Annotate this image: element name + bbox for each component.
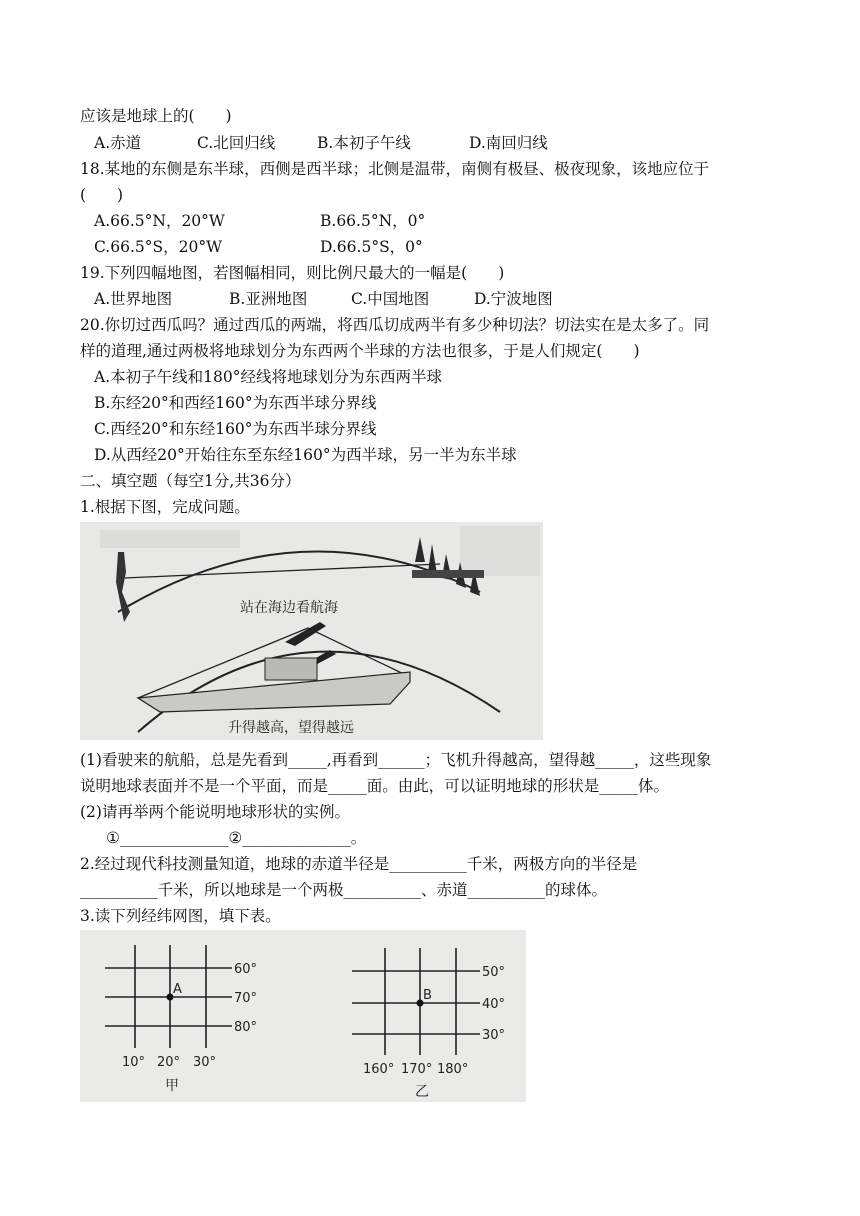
q20-option-d: D.从西经20°开始往东至东经160°为西半球，另一半为东半球	[94, 446, 517, 464]
fill-q1-part2: (2)请再举两个能说明地球形状的实例。	[80, 803, 350, 821]
yi-lat-30: 30°	[482, 1028, 506, 1043]
fill-q3-stem: 3.读下列经纬网图，填下表。	[80, 907, 281, 925]
q18-option-d: D.66.5°S，0°	[320, 238, 423, 256]
fill-q1-stem: 1.根据下图，完成问题。	[80, 498, 250, 516]
figure1-top-label: 站在海边看航海	[240, 600, 338, 616]
jia-lon-10: 10°	[122, 1055, 146, 1070]
q19-option-a: A.世界地图	[94, 290, 173, 308]
q18-paren: ( )	[80, 186, 124, 204]
fill-q1-part1-line2: 说明地球表面并不是一个平面，而是_____面。由此，可以证明地球的形状是_____体。	[80, 777, 670, 795]
q18-option-c: C.66.5°S，20°W	[94, 238, 223, 256]
q19-option-c: C.中国地图	[351, 290, 430, 308]
section-2-heading: 二、填空题（每空1分,共36分）	[80, 472, 301, 490]
q19-option-b: B.亚洲地图	[229, 290, 308, 308]
yi-caption: 乙	[415, 1084, 429, 1100]
q17-option-d: D.南回归线	[469, 134, 548, 152]
q18-options-ab	[94, 211, 425, 231]
q17-option-c: C.北回归线	[197, 134, 276, 152]
q20-stem-1: 20.你切过西瓜吗？通过西瓜的两端，将西瓜切成两半有多少种切法？切法实在是太多了。同	[80, 316, 710, 334]
figure1-bottom-label: 升得越高，望得越远	[228, 720, 354, 736]
yi-lat-40: 40°	[482, 997, 506, 1012]
yi-lon-170: 170°	[401, 1062, 433, 1077]
q20-option-b: B.东经20°和西经160°为东西半球分界线	[94, 394, 377, 412]
q18-options-cd	[94, 237, 423, 257]
q20-stem-2: 样的道理,通过两极将地球划分为东西两个半球的方法也很多，于是人们规定( )	[80, 342, 640, 360]
jia-lon-30: 30°	[193, 1055, 217, 1070]
q17-tail: 应该是地球上的( )	[80, 107, 232, 125]
yi-lon-180: 180°	[437, 1062, 469, 1077]
yi-lon-160: 160°	[363, 1062, 395, 1077]
q20-option-c: C.西经20°和东经160°为东西半球分界线	[94, 420, 377, 438]
fill-q1-part2-blanks: ①______________②______________。	[106, 829, 367, 847]
point-b-label: B	[423, 988, 432, 1003]
fill-q1-part1-line1: (1)看驶来的航船，总是先看到_____,再看到______；飞机升得越高，望得越_____，这些现象	[80, 751, 712, 769]
fill-q2-line2: __________千米，所以地球是一个两极__________、赤道__________的球体。	[80, 881, 608, 899]
earth-curvature-figure	[80, 522, 543, 740]
jia-lat-70: 70°	[234, 991, 258, 1006]
q19-option-d: D.宁波地图	[474, 290, 553, 308]
yi-lat-50: 50°	[482, 965, 506, 980]
q17-option-b: B.本初子午线	[317, 134, 411, 152]
q17-options	[94, 133, 548, 153]
q18-option-b: B.66.5°N，0°	[320, 212, 426, 230]
q19-options	[94, 289, 553, 309]
fill-q2-line1: 2.经过现代科技测量知道，地球的赤道半径是__________千米，两极方向的半径是	[80, 855, 638, 873]
jia-lon-20: 20°	[157, 1055, 181, 1070]
q18-option-a: A.66.5°N，20°W	[94, 212, 225, 230]
q19-stem: 19.下列四幅地图，若图幅相同，则比例尺最大的一幅是( )	[80, 264, 505, 282]
graticule-figure	[80, 930, 526, 1102]
graticule-drawing	[80, 930, 526, 1102]
q18-stem: 18.某地的东侧是东半球，西侧是西半球；北侧是温带，南侧有极昼、极夜现象，该地应位于	[80, 160, 710, 178]
jia-caption: 甲	[165, 1078, 179, 1094]
q17-option-a: A.赤道	[94, 134, 142, 152]
jia-lat-80: 80°	[234, 1020, 258, 1035]
jia-lat-60: 60°	[234, 962, 258, 977]
earth-curvature-drawing	[80, 522, 543, 740]
point-a-label: A	[173, 982, 182, 997]
q20-option-a: A.本初子午线和180°经线将地球划分为东西两半球	[94, 368, 442, 386]
